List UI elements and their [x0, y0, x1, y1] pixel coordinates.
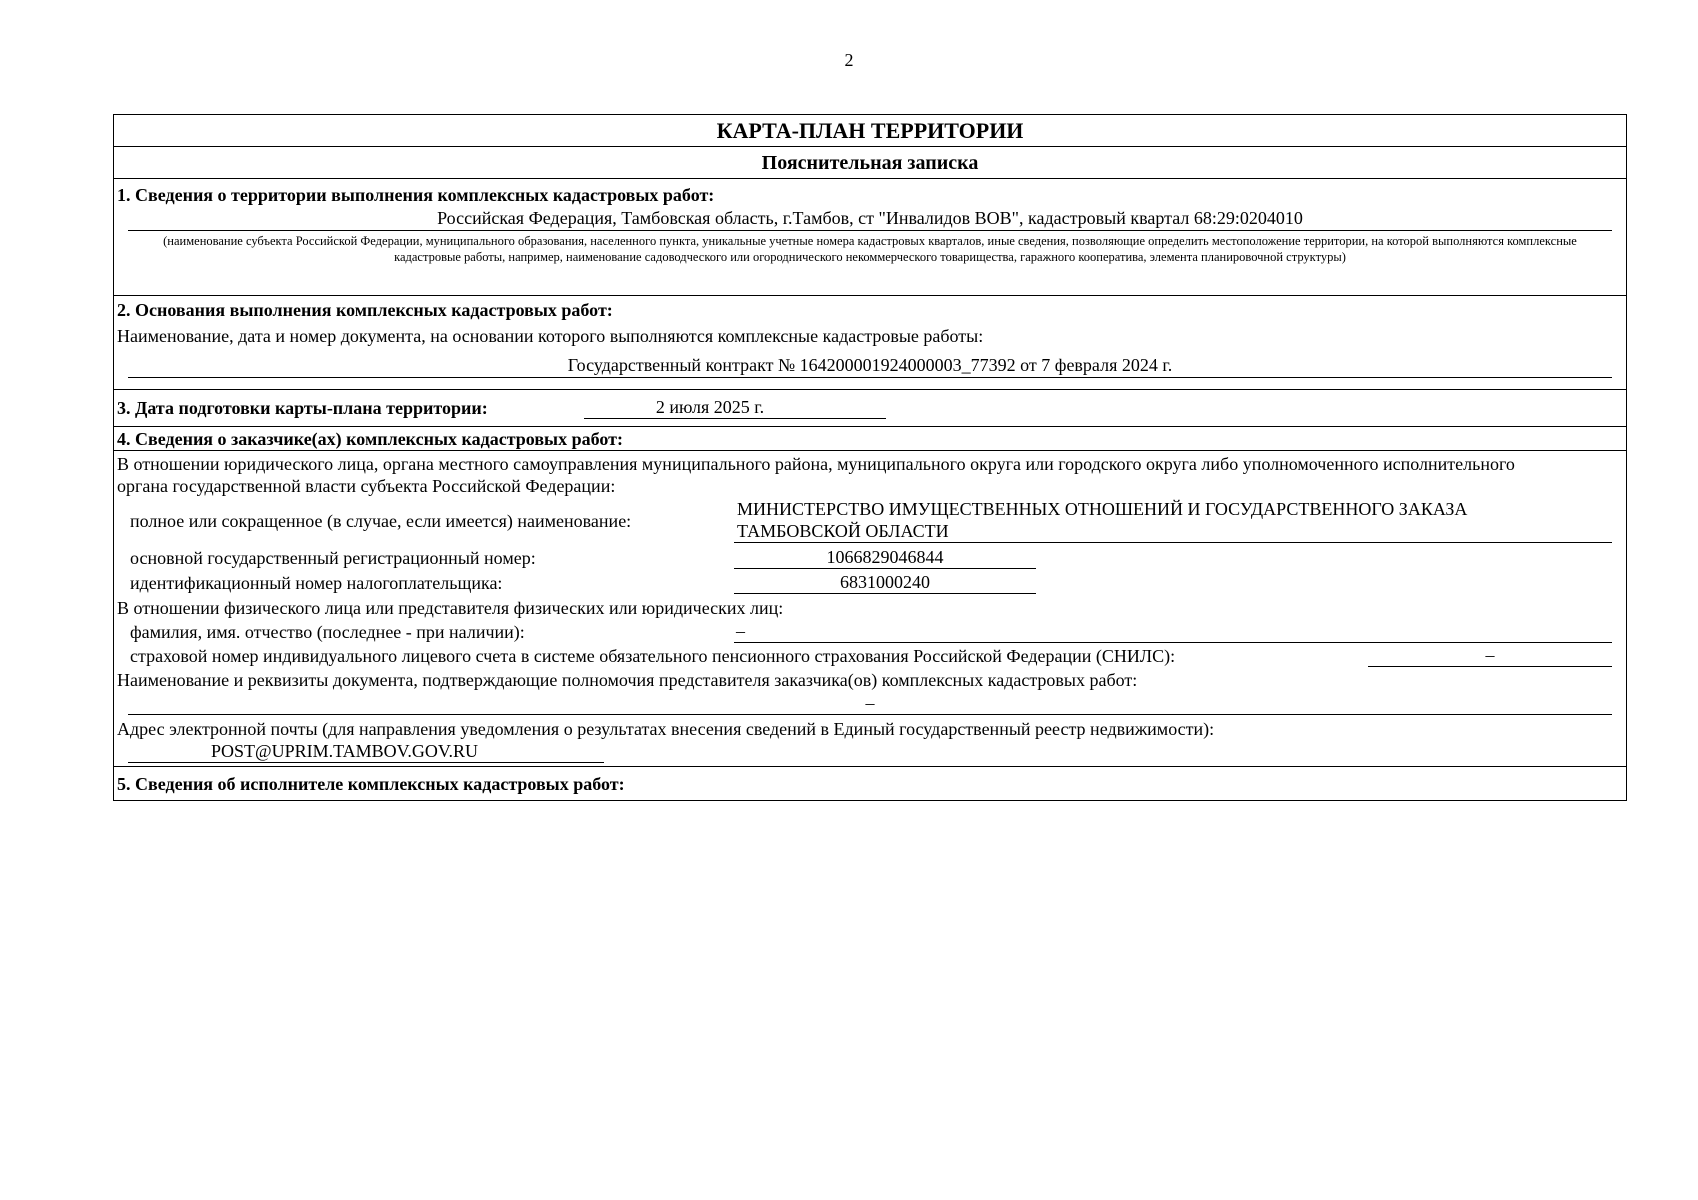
document-title: КАРТА-ПЛАН ТЕРРИТОРИИ: [114, 115, 1626, 147]
email-label: Адрес электронной почты (для направления уведомления о результатах внесения сведений в Единый государственный реестр недвижимости):: [117, 719, 1215, 739]
authority-document-label: Наименование и реквизиты документа, подтверждающие полномочия представителя заказчика(ов) комплексных кадастровых работ:: [117, 670, 1138, 690]
authority-document-value: –: [128, 692, 1612, 715]
section-4-header-row: [114, 427, 1626, 451]
section-1-heading: 1. Сведения о территории выполнения комплексных кадастровых работ:: [117, 185, 715, 205]
customer-name-line-2: ТАМБОВСКОЙ ОБЛАСТИ: [737, 521, 949, 541]
section-2-heading: 2. Основания выполнения комплексных кадастровых работ:: [117, 300, 613, 320]
section-3-heading: 3. Дата подготовки карты-плана территории:: [117, 398, 488, 418]
explanatory-note-form: [113, 114, 1627, 801]
fio-value: –: [734, 620, 1612, 643]
fio-label: фамилия, имя. отчество (последнее - при наличии):: [130, 622, 525, 642]
preparation-date-value: 2 июля 2025 г.: [584, 396, 886, 419]
territory-value: Российская Федерация, Тамбовская область, г.Тамбов, ст "Инвалидов ВОВ", кадастровый квартал 68:29:0204010: [128, 206, 1612, 231]
page-number: 2: [844, 50, 854, 70]
section-2-basis: [114, 296, 1626, 390]
section-4-customer: [114, 451, 1626, 767]
inn-label: идентификационный номер налогоплательщика:: [130, 573, 503, 593]
customer-name-line-1: МИНИСТЕРСТВО ИМУЩЕСТВЕННЫХ ОТНОШЕНИЙ И ГОСУДАРСТВЕННОГО ЗАКАЗА: [737, 499, 1468, 519]
snils-value: –: [1368, 644, 1612, 667]
document-subtitle: Пояснительная записка: [114, 147, 1626, 179]
individual-intro: В отношении физического лица или представителя физических или юридических лиц:: [117, 598, 784, 618]
customer-name-value: [734, 498, 1612, 543]
snils-label: страховой номер индивидуального лицевого счета в системе обязательного пенсионного страхования Российской Федерации (СНИЛС):: [130, 646, 1176, 666]
section-5-contractor: [114, 767, 1626, 800]
section-4-heading: 4. Сведения о заказчике(ах) комплексных кадастровых работ:: [117, 429, 623, 449]
customer-name-label: полное или сокращенное (в случае, если имеется) наименование:: [130, 511, 632, 531]
inn-value: 6831000240: [734, 571, 1036, 594]
section-3-date: [114, 390, 1626, 427]
ogrn-label: основной государственный регистрационный номер:: [130, 548, 536, 568]
ogrn-value: 1066829046844: [734, 546, 1036, 569]
legal-entity-intro: В отношении юридического лица, органа местного самоуправления муниципального района, муниципального округа или городского округа либо уполномоченного исполнительного органа государственной власти субъекта Российской Федерации:: [117, 454, 1515, 496]
territory-caption: (наименование субъекта Российской Федерации, муниципального образования, населенного пункта, уникальные учетные номера кадастровых кварталов, иные сведения, позволяющие определить местоположение территории, на которой выполняются комплексные кадастровые работы, например, наименование садоводческого или огороднического некоммерческого товарищества, гаражного кооператива, элемента планировочной структуры): [163, 234, 1577, 264]
section-5-heading: 5. Сведения об исполнителе комплексных кадастровых работ:: [117, 774, 625, 794]
email-value: POST@UPRIM.TAMBOV.GOV.RU: [128, 740, 604, 763]
basis-document-value: Государственный контракт № 164200001924000003_77392 от 7 февраля 2024 г.: [128, 353, 1612, 378]
section-1-territory: [114, 179, 1626, 296]
basis-document-label: Наименование, дата и номер документа, на основании которого выполняются комплексные кадастровые работы:: [117, 326, 984, 346]
